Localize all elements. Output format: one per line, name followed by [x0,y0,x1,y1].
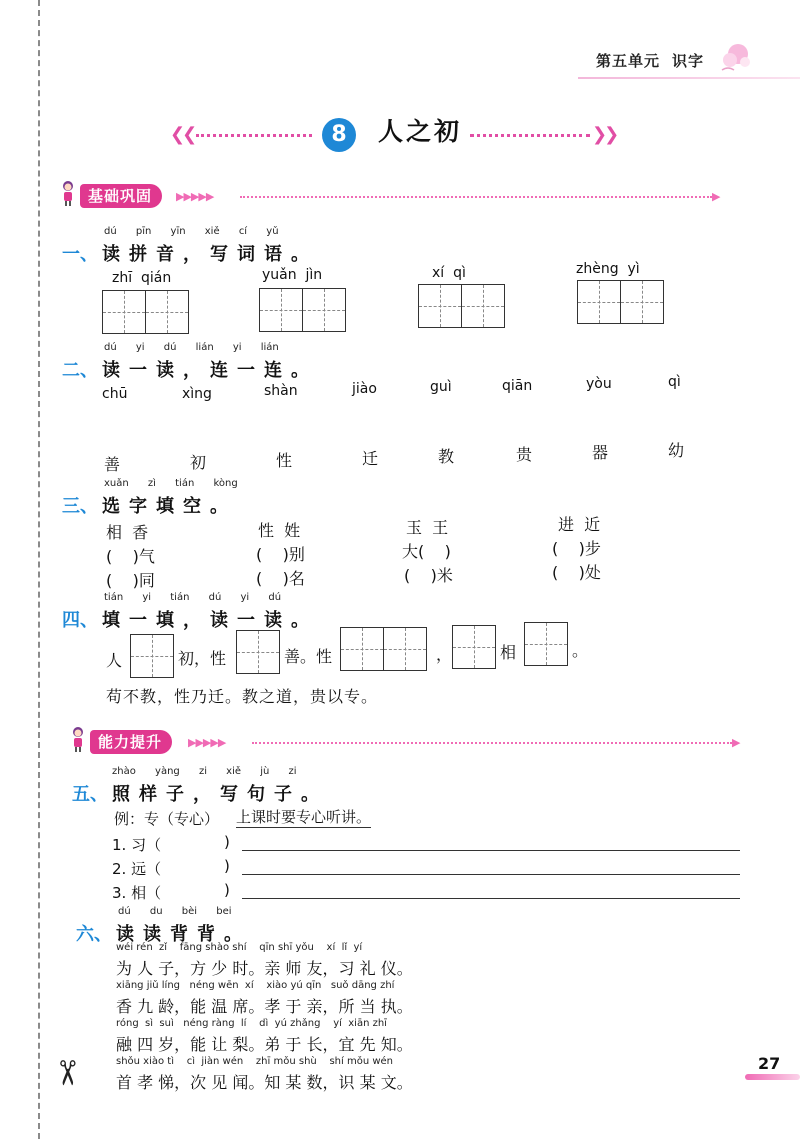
q6-line-3-pinyin: róng sì suì néng ràng lí dì yú zhǎng yí xiān zhī [116,1018,387,1029]
q3-group-4-pair: 进 近 [558,515,601,534]
q4-text-5: 相 [500,643,517,662]
q3-group-2-pair: 性 姓 [258,521,301,540]
q5-item-3-label: 3. 相（ [112,884,162,902]
q6-line-4-pinyin: shǒu xiào tì cì jiàn wén zhī mǒu shù shí mǒu wén [116,1056,394,1067]
page-number-bar [745,1074,800,1080]
page-number: 27 [758,1054,781,1073]
lesson-number: 8 [322,118,356,152]
q2-pinyin-item[interactable]: qì [668,374,681,390]
q3-group-4-blank-b[interactable]: ( )处 [552,563,601,582]
q5-example-sentence: 上课时要专心听讲。 [236,808,372,826]
q3-group-3-blank-a[interactable]: 大( ) [402,542,451,561]
q1-word-3-pinyin: xí qì [432,265,466,281]
q3-group-1-blank-b[interactable]: ( )同 [106,571,155,590]
q5-title: 照样子，写句子。 [112,784,328,805]
q2-pinyin-item[interactable]: qiān [502,378,533,394]
section-basic-badge: 基础巩固 [80,184,162,208]
q5-item-2-label: 2. 远（ [112,860,162,878]
right-arrow-icon: ❯❯ [592,124,617,145]
q4-text-1: 人 [106,651,123,670]
section-end-arrow-icon: ▶ [732,736,740,749]
q2-number: 二、 [62,360,98,381]
q2-char-item[interactable]: 性 [276,451,293,470]
q4-grid-1[interactable] [130,634,173,678]
q2-pinyin-item[interactable]: shàn [264,383,298,399]
q4-grid-5[interactable] [524,622,567,666]
q4-text-3: 善。性 [284,647,333,666]
q5-item-3-answer-line[interactable] [242,884,740,899]
left-arrow-icon: ❮❮ [170,124,195,145]
q1-word-2-pinyin: yuǎn jìn [262,267,323,283]
title-divider-left [196,134,312,137]
q5-item-1-close: ) [224,833,230,851]
q3-group-1-pair: 相 香 [106,523,149,542]
title-divider-right [470,134,590,137]
q6-line-4-text: 首 孝 悌，次 见 闻。知 某 数，识 某 文。 [116,1073,413,1092]
q2-char-item[interactable]: 善 [104,455,121,474]
q4-grid-2[interactable] [236,630,279,674]
q2-char-item[interactable]: 幼 [668,441,685,460]
balloon-icon [714,40,754,76]
header-underline [578,77,800,79]
q4-pinyin: tián yi tián dú yi dú [104,592,282,603]
q2-pinyin-item[interactable]: guì [430,379,452,395]
q3-group-3-pair: 玉 王 [406,518,449,537]
section-label: 识字 [672,52,705,70]
q2-title: 读一读，连一连。 [102,360,318,381]
q2-pinyin-item[interactable]: yòu [586,376,612,392]
q2-pinyin-item[interactable]: jiào [352,381,377,397]
girl-icon [70,726,86,752]
q4-text-2: 初，性 [178,649,227,668]
q2-char-item[interactable]: 初 [190,453,207,472]
section-divider [252,742,732,744]
q1-word-4-pinyin: zhèng yì [576,261,640,277]
q1-title: 读拼音，写词语。 [102,244,318,265]
q5-item-1-answer-line[interactable] [242,836,740,851]
q3-group-1-blank-a[interactable]: ( )气 [106,547,155,566]
q4-text-6: 。 [572,641,589,660]
q4-text-4: ， [436,645,453,664]
section-end-arrow-icon: ▶ [712,190,720,203]
q1-pinyin: dú pīn yīn xiě cí yǔ [104,226,279,237]
q4-number: 四、 [62,610,98,631]
q3-number: 三、 [62,496,98,517]
q4-line-2: 苟不教，性乃迁。教之道，贵以专。 [106,687,379,706]
q1-word-2-grid[interactable] [259,288,344,332]
q1-word-1-grid[interactable] [102,290,187,334]
q5-item-2-close: ) [224,857,230,875]
cut-line [38,0,40,1139]
q6-line-1-pinyin: wéi rén zǐ fāng shào shí qīn shī yǒu xí lǐ yí [116,942,363,953]
q6-pinyin: dú du bèi bei [118,906,232,917]
q6-line-2-pinyin: xiāng jiǔ líng néng wēn xí xiào yú qīn suǒ dāng zhí [116,980,395,991]
lesson-title: 人之初 [378,117,463,146]
section-arrows-icon: ▶▶▶▶▶ [176,190,214,203]
q6-line-1-text: 为 人 子，方 少 时。亲 师 友，习 礼 仪。 [116,959,413,978]
section-divider [240,196,712,198]
q4-grid-4[interactable] [452,625,495,669]
q3-title: 选字填空。 [102,496,237,517]
q3-group-3-blank-b[interactable]: ( )米 [404,566,453,585]
q1-word-4-grid[interactable] [577,280,662,324]
girl-icon [60,180,76,206]
q2-char-item[interactable]: 贵 [516,445,533,464]
scissors-icon: ✂ [46,1058,87,1088]
q1-number: 一、 [62,244,98,265]
q1-word-3-grid[interactable] [418,284,503,328]
q2-char-item[interactable]: 器 [592,443,609,462]
section-arrows-icon: ▶▶▶▶▶ [188,736,226,749]
q6-number: 六、 [76,924,112,945]
page-header [596,50,716,71]
unit-label: 第五单元 [596,52,661,70]
q3-pinyin: xuǎn zì tián kòng [104,478,238,489]
q1-word-1-pinyin: zhī qián [112,270,172,286]
q5-item-2-answer-line[interactable] [242,860,740,875]
q2-pinyin-item[interactable]: xìng [182,386,212,402]
q4-title: 填一填，读一读。 [102,610,318,631]
q6-line-3-text: 融 四 岁，能 让 梨。弟 于 长，宜 先 知。 [116,1035,413,1054]
q2-pinyin: dú yi dú lián yi lián [104,342,279,353]
q3-group-2-blank-b[interactable]: ( )名 [256,569,305,588]
q5-item-3-close: ) [224,881,230,899]
q3-group-4-blank-a[interactable]: ( )步 [552,539,601,558]
q5-example-prefix: 例：专（专心） [114,810,220,828]
q2-char-item[interactable]: 迁 [362,449,379,468]
q5-pinyin: zhào yàng zi xiě jù zi [112,766,297,777]
q6-line-2-text: 香 九 龄，能 温 席。孝 于 亲，所 当 执。 [116,997,413,1016]
q2-char-item[interactable]: 教 [438,447,455,466]
q2-pinyin-item[interactable]: chū [102,386,128,402]
q3-group-2-blank-a[interactable]: ( )别 [256,545,305,564]
q4-grid-3[interactable] [340,627,425,671]
q5-item-1-label: 1. 习（ [112,836,162,854]
q5-number: 五、 [72,784,108,805]
section-advanced-badge: 能力提升 [90,730,172,754]
q6-title: 读读背背。 [116,924,251,945]
